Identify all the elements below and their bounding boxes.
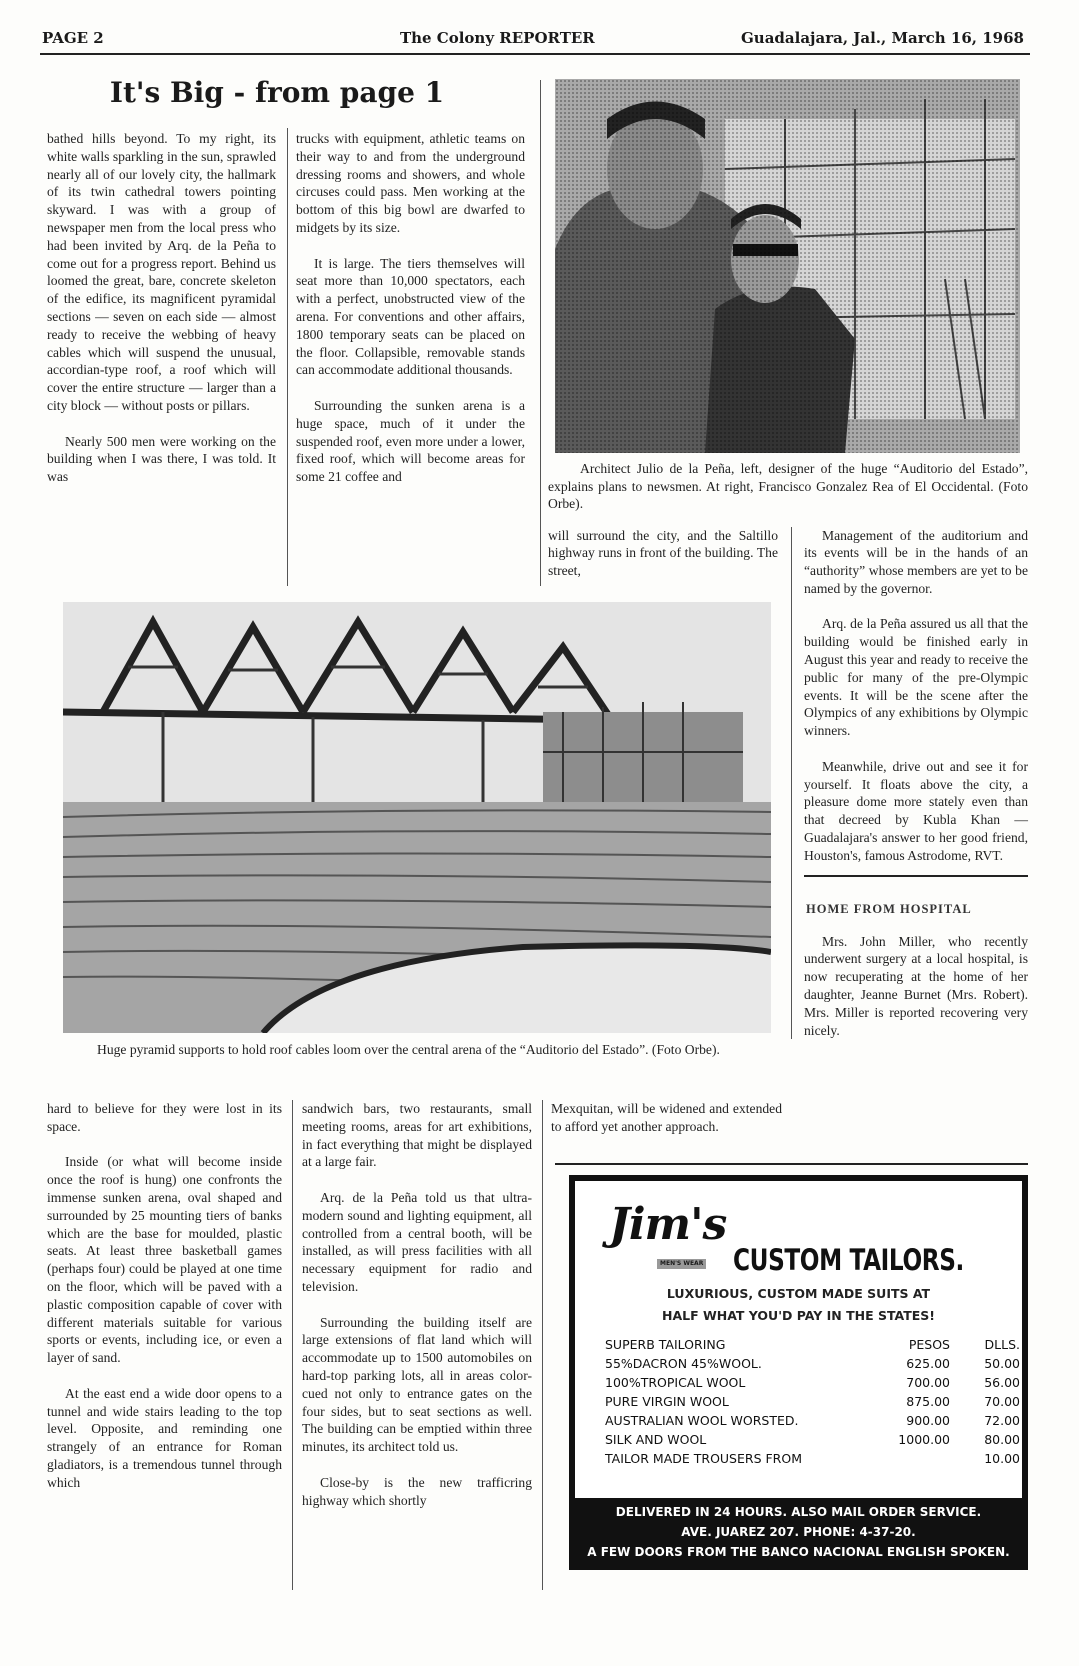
item-name: PURE VIRGIN WOOL	[605, 1394, 729, 1409]
paragraph: will surround the city, and the Saltillo highway runs in front of the building. The street,	[548, 527, 778, 579]
paragraph: sandwich bars, two restaurants, small meeting rooms, areas for art exhibitions, in fact everything that might be displayed at a large fair.	[302, 1101, 532, 1170]
article-column-7	[551, 1100, 782, 1136]
photo-caption: Architect Julio de la Peña, left, designer of the huge “Auditorio del Estado”, explains plans to newsmen. At right, Francisco Gonzalez Rea of El Occidental. (Foto Orbe).	[548, 461, 1028, 511]
item-dlls: 50.00	[984, 1356, 1020, 1371]
article-column-6	[302, 1100, 532, 1509]
ad-footer-line: AVE. JUAREZ 207. PHONE: 4-37-20.	[681, 1525, 916, 1539]
ad-price-header	[605, 1335, 1020, 1354]
article-column-5	[47, 1100, 282, 1492]
column-divider	[540, 80, 541, 586]
ad-logo: Jim's	[609, 1199, 727, 1250]
ad-logo-row	[575, 1181, 1022, 1277]
page-number: PAGE 2	[42, 29, 104, 47]
item-pesos: 900.00	[906, 1413, 950, 1428]
item-dlls: 70.00	[984, 1394, 1020, 1409]
column-divider	[287, 128, 288, 586]
column-divider	[292, 1100, 293, 1590]
column-divider	[542, 1100, 543, 1590]
item-pesos	[860, 1449, 950, 1468]
ad-price-row	[605, 1354, 1020, 1373]
item-name: TAILOR MADE TROUSERS FROM	[605, 1451, 802, 1466]
paragraph: Nearly 500 men were working on the building when I was there, I was told. It was	[47, 433, 276, 485]
item-pesos: 1000.00	[898, 1432, 950, 1447]
article-column-4	[804, 527, 1028, 1040]
paragraph: Surrounding the building itself are large extensions of flat land which will accommodate up to 1500 automobiles on hard-top parking lots, all in areas color-cued not only to entrance gates on the four sides, but to seat sections as well. The building can be emptied within three minutes, its architect told us.	[302, 1314, 532, 1455]
item-name: 55%DACRON 45%WOOL.	[605, 1356, 762, 1371]
photo-caption: Huge pyramid supports to hold roof cables loom over the central arena of the “Auditorio del Estado”. (Foto Orbe).	[97, 1042, 720, 1057]
ad-tagline-line: HALF WHAT YOU'D PAY IN THE STATES!	[661, 1308, 936, 1323]
paragraph: Arq. de la Peña assured us all that the building would be finished early in August this year and ready to receive the public for many of the pre-Olympic events. It will be the scene after the Olympics of any exhibitions by Olympic winners.	[804, 616, 1028, 739]
item-dlls: 56.00	[984, 1375, 1020, 1390]
paragraph: Mexquitan, will be widened and extended to afford yet another approach.	[551, 1101, 782, 1134]
paragraph: hard to believe for they were lost in its space.	[47, 1101, 282, 1134]
paragraph: Meanwhile, drive out and see it for yourself. It floats above the city, a pleasure dome more stately even than that decreed by Kubla Khan — Guadalajara's answer to her good friend, Houston's, famous Astrodome, RVT.	[804, 758, 1028, 863]
jims-tailors-ad	[569, 1175, 1028, 1570]
ad-price-row	[605, 1411, 1020, 1430]
paragraph: Arq. de la Peña told us that ultra-modern sound and lighting equipment, all controlled from a central booth, will be installed, as will press facilities with all necessary equipment for radio and television.	[302, 1189, 532, 1294]
item-pesos: 700.00	[906, 1375, 950, 1390]
architect-photo	[555, 79, 1020, 453]
header-name: SUPERB TAILORING	[605, 1337, 726, 1352]
column-divider	[791, 527, 792, 1040]
item-pesos: 875.00	[906, 1394, 950, 1409]
ad-logo-box	[609, 1199, 727, 1277]
ad-price-row	[605, 1373, 1020, 1392]
ad-spacer	[575, 1468, 1022, 1488]
header-dlls: DLLS.	[984, 1337, 1020, 1352]
paragraph: bathed hills beyond. To my right, its white walls sparkling in the sun, sprawled nearly all of our lovely city, the hallmark of its twin cathedral towers pointing skyward. I was with a group of newspaper men from the local press who had been invited by Arq. de la Peña to come out for a progress report. Behind us loomed the great, bare, concrete skeleton of the edifice, its magnificent pyramidal sections — seven on each side — almost ready to receive the webbing of heavy cables which will suspend the unusual, accordian-type roof, a roof which will cover the entire structure — larger than a city block — without posts or pillars.	[47, 131, 276, 413]
masthead-rule	[40, 53, 1030, 55]
ad-footer-line: A FEW DOORS FROM THE BANCO NACIONAL ENGLISH SPOKEN.	[587, 1545, 1010, 1559]
arena-photo	[63, 602, 771, 1033]
ad-logo-subtitle: MEN'S WEAR	[657, 1259, 706, 1269]
article-column-1	[47, 130, 276, 486]
ad-price-row	[605, 1430, 1020, 1449]
masthead	[42, 28, 1024, 48]
newspaper-name: The Colony REPORTER	[399, 29, 595, 47]
paragraph: Close-by is the new trafficring highway which shortly	[302, 1474, 532, 1508]
item-name: SILK AND WOOL	[605, 1432, 707, 1447]
paragraph: Inside (or what will become inside once the roof is hung) one confronts the immense sunken arena, oval shaped and surrounded by 25 mounting tiers of banks which are the base for moulded, plastic seats. At least three basketball games (perhaps four) could be played at one time on the floor, which will be paved with a plastic composition capable of cover with different materials suitable for various sports or events, including ice, or even a layer of sand.	[47, 1154, 282, 1366]
section-rule	[555, 1163, 1028, 1165]
ad-price-row	[605, 1392, 1020, 1411]
item-name: AUSTRALIAN WOOL WORSTED.	[605, 1413, 799, 1428]
paragraph: trucks with equipment, athletic teams on their way to and from the underground dressing rooms and showers, and whole circuses could pass. Men working at the bottom of this big bowl are dwarfed to midgets by its size.	[296, 131, 525, 235]
paragraph: It is large. The tiers themselves will seat more than 10,000 spectators, each with a perfect, unobstructed view of the arena. For conventions and other affairs, 1800 temporary seats can be placed on the floor. Collapsible, removable stands can accommodate additional thousands.	[296, 255, 525, 378]
hospital-article: Mrs. John Miller, who recently underwent surgery at a local hospital, is now recuperating at the home of her daughter, Jeanne Burnet (Mrs. Robert). Mrs. Miller is reported recovering very nicely.	[804, 933, 1028, 1038]
ad-tagline-line: LUXURIOUS, CUSTOM MADE SUITS AT	[666, 1286, 931, 1301]
ad-price-table	[605, 1335, 1020, 1468]
paragraph: Management of the auditorium and its events will be in the hands of an “authority” whose members are yet to be named by the governor.	[804, 527, 1028, 596]
item-pesos: 625.00	[906, 1356, 950, 1371]
ad-title: CUSTOM TAILORS.	[733, 1243, 965, 1277]
ad-footer	[575, 1498, 1022, 1564]
ad-footer-line: DELIVERED IN 24 HOURS. ALSO MAIL ORDER SERVICE.	[615, 1505, 982, 1519]
paragraph: At the east end a wide door opens to a tunnel and wide stairs leading to the top level. Opposite, and reminding one strangely of an entrance for Roman gladiators, is a tremendous tunnel through which	[47, 1385, 282, 1490]
article-column-2	[296, 130, 525, 486]
paragraph: Surrounding the sunken arena is a huge space, much of it under the suspended roof, even more under a lower, fixed roof, which will become areas for some 21 coffee and	[296, 397, 525, 485]
item-dlls: 10.00	[984, 1451, 1020, 1466]
section-rule	[804, 875, 1028, 877]
ad-tagline	[575, 1283, 1022, 1327]
item-name: 100%TROPICAL WOOL	[605, 1375, 746, 1390]
item-dlls: 80.00	[984, 1432, 1020, 1447]
item-dlls: 72.00	[984, 1413, 1020, 1428]
header-pesos: PESOS	[908, 1337, 950, 1352]
dateline: Guadalajara, Jal., March 16, 1968	[740, 29, 1024, 47]
section-heading: HOME FROM HOSPITAL	[806, 901, 972, 916]
ad-price-row	[605, 1449, 1020, 1468]
headline: It's Big - from page 1	[109, 76, 445, 109]
article-column-3	[548, 527, 778, 580]
